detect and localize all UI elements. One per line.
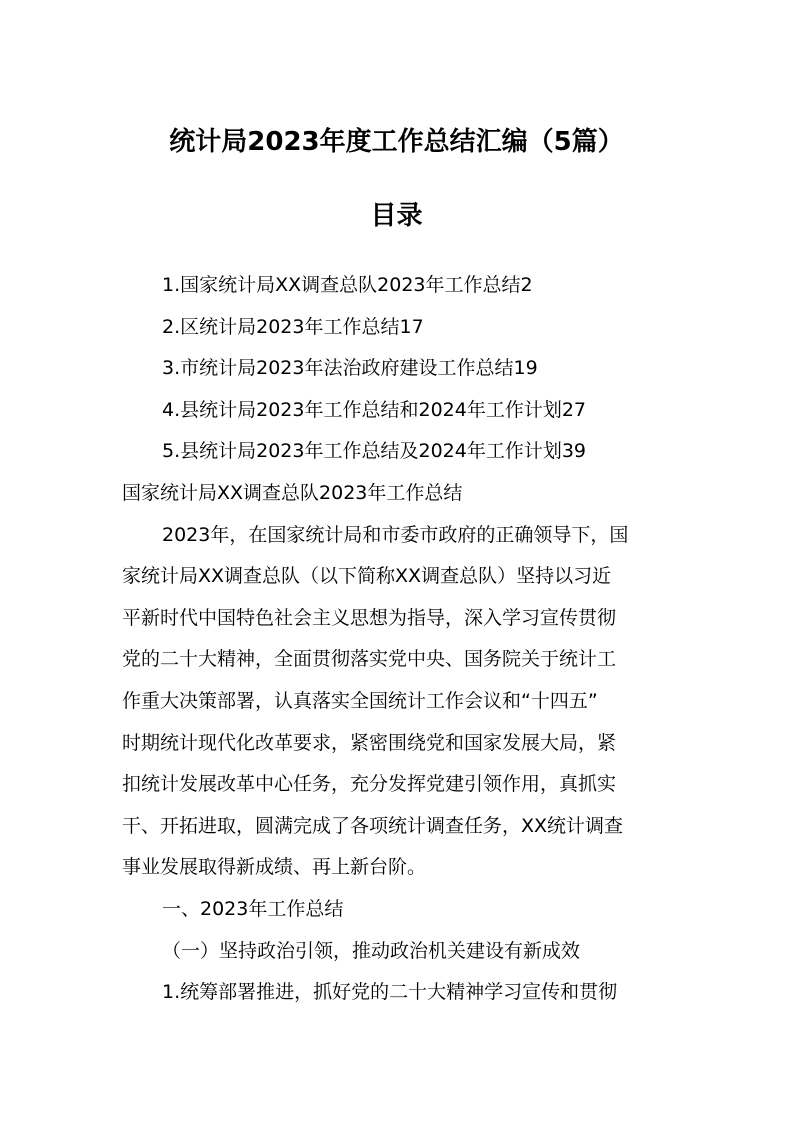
toc-item[interactable]: 5.县统计局2023年工作总结及2024年工作计划39 [162,440,587,462]
paragraph-line: 家统计局XX调查总队（以下简称XX调查总队）坚持以习近 [122,565,612,587]
paragraph-line: 事业发展取得新成绩、再上新台阶。 [122,856,427,878]
heading-level-1: 一、2023年工作总结 [162,898,344,920]
toc-item[interactable]: 1.国家统计局XX调查总队2023年工作总结2 [162,274,533,296]
toc-item[interactable]: 3.市统计局2023年法治政府建设工作总结19 [162,357,538,379]
paragraph-line: 党的二十大精神，全面贯彻落实党中央、国务院关于统计工 [122,648,617,670]
paragraph-line: 扣统计发展改革中心任务，充分发挥党建引领作用，真抓实 [122,773,617,795]
paragraph-line: 2023年，在国家统计局和市委市政府的正确领导下，国 [162,524,629,546]
paragraph-line: 干、开拓进取，圆满完成了各项统计调查任务，XX统计调查 [122,815,624,837]
toc-item[interactable]: 2.区统计局2023年工作总结17 [162,316,424,338]
paragraph-line: 作重大决策部署，认真落实全国统计工作会议和“十四五” [122,690,598,712]
heading-level-2: （一）坚持政治引领，推动政治机关建设有新成效 [162,940,581,962]
toc-heading: 目录 [370,201,423,231]
document-title: 统计局2023年度工作总结汇编（5篇） [169,127,624,157]
numbered-item: 1.统筹部署推进，抓好党的二十大精神学习宣传和贯彻 [162,981,618,1003]
paragraph-line: 平新时代中国特色社会主义思想为指导，深入学习宣传贯彻 [122,607,617,629]
paragraph-line: 时期统计现代化改革要求，紧密围绕党和国家发展大局，紧 [122,732,617,754]
section-title: 国家统计局XX调查总队2023年工作总结 [122,482,463,504]
toc-item[interactable]: 4.县统计局2023年工作总结和2024年工作计划27 [162,399,587,421]
